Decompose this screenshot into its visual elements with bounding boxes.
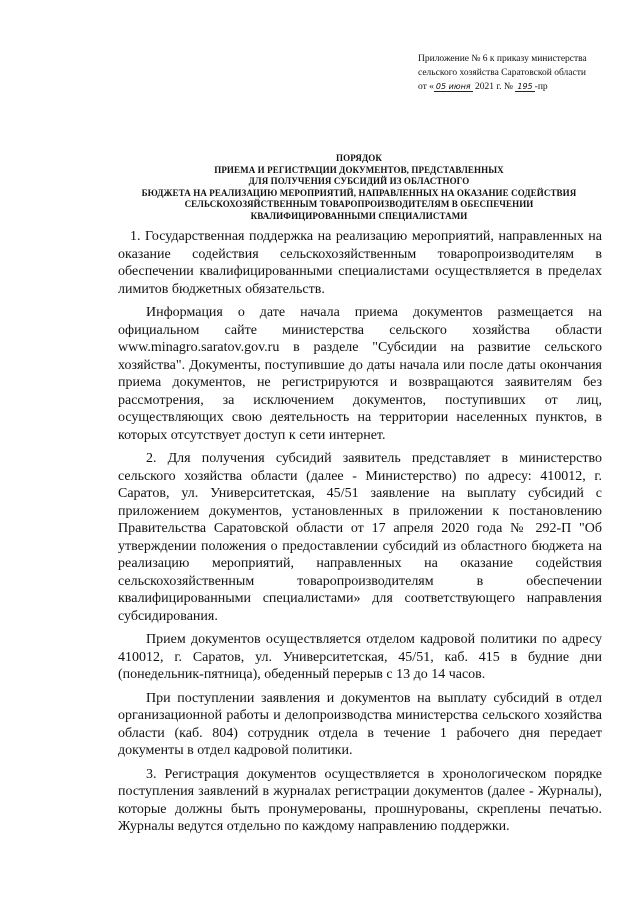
- title-line-2: ДЛЯ ПОЛУЧЕНИЯ СУБСИДИЙ ИЗ ОБЛАСТНОГО: [248, 176, 470, 186]
- paragraph-5: При поступлении заявления и документов на выплату субсидий в отдел организационной работы и делопроизводства министерства сельского хозяйства области (каб. 804) сотрудник отдела в течение 1 рабочего дня передает документы в отдел кадровой политики.: [118, 690, 602, 758]
- handwritten-date: 05 июня: [435, 82, 471, 91]
- title-line-1: ПРИЕМА И РЕГИСТРАЦИИ ДОКУМЕНТОВ, ПРЕДСТАВЛЕННЫХ: [214, 164, 504, 175]
- document-title: [118, 153, 600, 222]
- appendix-line-3: [418, 80, 618, 94]
- appendix-suffix: -пр: [534, 82, 548, 92]
- paragraph-1: 1. Государственная поддержка на реализацию мероприятий, направленных на оказание содействия сельскохозяйственным товаропроизводителям в обеспечении квалифицированными специалистами осуществляется в пределах лимитов бюджетных обязательств.: [118, 229, 602, 297]
- title-line-3: БЮДЖЕТА НА РЕАЛИЗАЦИЮ МЕРОПРИЯТИЙ, НАПРАВЛЕННЫХ НА ОКАЗАНИЕ СОДЕЙСТВИЯ: [141, 187, 577, 198]
- title-line-5: КВАЛИФИЦИРОВАННЫМИ СПЕЦИАЛИСТАМИ: [250, 210, 468, 221]
- paragraph-6: 3. Регистрация документов осуществляется в хронологическом порядке поступления заявлений в журналах регистрации документов (далее - Журналы), которые должны быть пронумерованы, прошнурованы, скреплены печатью. Журналы ведутся отдельно по каждому направлению поддержки.: [118, 766, 602, 834]
- paragraph-4: Прием документов осуществляется отделом кадровой политики по адресу 410012, г. Саратов, ул. Университетская, 45/51, каб. 415 в будние дни (понедельник-пятница), обеденный перерыв с 13 до 14 часов.: [118, 632, 602, 682]
- title-heading: ПОРЯДОК: [336, 153, 382, 163]
- title-line-4: СЕЛЬСКОХОЗЯЙСТВЕННЫМ ТОВАРОПРОИЗВОДИТЕЛЯМ В ОБЕСПЕЧЕНИИ: [184, 199, 534, 209]
- appendix-line-2: сельского хозяйства Саратовской области: [418, 68, 586, 78]
- appendix-note: [418, 52, 618, 94]
- appendix-from: от «: [418, 82, 434, 92]
- document-body: [118, 228, 602, 842]
- paragraph-2: Информация о дате начала приема документов размещается на официальном сайте министерства сельского хозяйства области www.minagro.saratov.gov.ru в разделе "Субсидии на развитие сельского хозяйства". Документы, поступившие до даты начала или после даты окончания приема документов, не регистрируются и возвращаются заявителям без рассмотрения, за исключением документов, поступивших от лиц, осуществляющих свою деятельность на территории населенных пунктов, в которых отсутствует доступ к сети интернет.: [118, 305, 602, 443]
- appendix-year: 2021 г. №: [474, 82, 513, 92]
- paragraph-3: 2. Для получения субсидий заявитель представляет в министерство сельского хозяйства области (далее - Министерство) по адресу: 410012, г. Саратов, ул. Университетская, 45/51 заявление на выплату субсидий с приложением документов, установленных в приложении к постановлению Правительства Саратовской области от 17 апреля 2020 года № 292-П "Об утверждении положения о предоставлении субсидий из областного бюджета на реализацию мероприятий, направленных на оказание содействия сельскохозяйственным товаропроизводителям в обеспечении квалифицированными специалистами» для соответствующего направления субсидирования.: [118, 451, 602, 624]
- appendix-line-1: Приложение № 6 к приказу министерства: [418, 54, 587, 64]
- handwritten-number: 195: [517, 82, 533, 91]
